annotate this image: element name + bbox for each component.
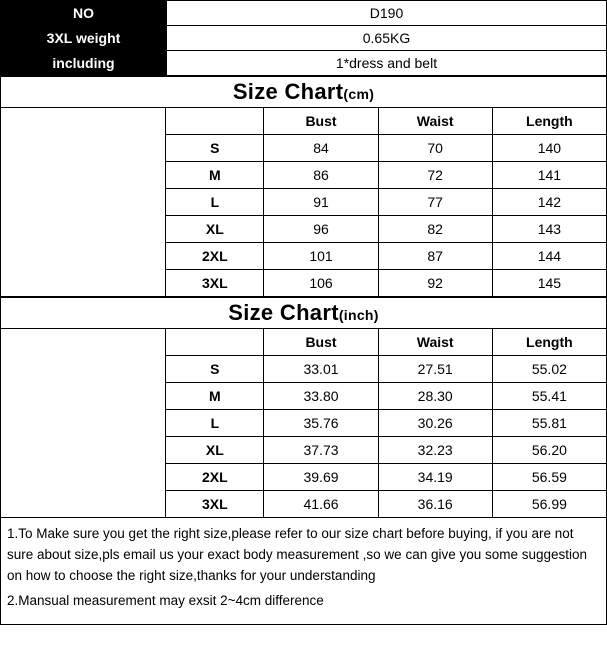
length-value: 143 xyxy=(492,216,606,243)
size-label: M xyxy=(166,383,264,410)
bust-value: 35.76 xyxy=(264,410,378,437)
chart-title-text: Size Chart xyxy=(228,300,339,325)
chart-title-row xyxy=(1,77,607,108)
size-label: 2XL xyxy=(166,464,264,491)
waist-value: 36.16 xyxy=(378,491,492,518)
waist-value: 27.51 xyxy=(378,356,492,383)
length-value: 55.41 xyxy=(492,383,606,410)
waist-value: 30.26 xyxy=(378,410,492,437)
chart-title-row xyxy=(1,298,607,329)
bust-value: 91 xyxy=(264,189,378,216)
product-info-table xyxy=(0,0,607,76)
info-label-no: NO xyxy=(1,1,167,26)
waist-value: 70 xyxy=(378,135,492,162)
waist-value: 28.30 xyxy=(378,383,492,410)
info-value-weight: 0.65KG xyxy=(167,26,607,51)
info-value-including: 1*dress and belt xyxy=(167,51,607,76)
chart-unit-text: (inch) xyxy=(338,307,379,323)
waist-value: 82 xyxy=(378,216,492,243)
model-photo-inch xyxy=(1,329,166,518)
chart-title-inch xyxy=(1,298,607,329)
info-label-weight: 3XL weight xyxy=(1,26,167,51)
table-header-row xyxy=(1,329,607,356)
column-header-length-inch: Length xyxy=(492,329,606,356)
size-label: L xyxy=(166,410,264,437)
column-header-waist-inch: Waist xyxy=(378,329,492,356)
info-value-no: D190 xyxy=(167,1,607,26)
table-row xyxy=(1,51,607,76)
length-value: 141 xyxy=(492,162,606,189)
length-value: 145 xyxy=(492,270,606,297)
size-label: S xyxy=(166,356,264,383)
bust-value: 96 xyxy=(264,216,378,243)
size-label: 2XL xyxy=(166,243,264,270)
column-header-size-cm xyxy=(166,108,264,135)
model-photo-cm xyxy=(1,108,166,297)
length-value: 56.20 xyxy=(492,437,606,464)
length-value: 140 xyxy=(492,135,606,162)
chart-title-cm xyxy=(1,77,607,108)
table-row xyxy=(1,1,607,26)
waist-value: 77 xyxy=(378,189,492,216)
bust-value: 37.73 xyxy=(264,437,378,464)
column-header-bust-cm: Bust xyxy=(264,108,378,135)
size-chart-cm xyxy=(0,76,607,297)
size-chart-inch xyxy=(0,297,607,518)
note-2: 2.Mansual measurement may exsit 2~4cm difference xyxy=(7,592,324,608)
table-row xyxy=(1,26,607,51)
size-label: M xyxy=(166,162,264,189)
size-label: XL xyxy=(166,437,264,464)
waist-value: 72 xyxy=(378,162,492,189)
notes-section xyxy=(0,518,607,625)
waist-value: 32.23 xyxy=(378,437,492,464)
column-header-waist-cm: Waist xyxy=(378,108,492,135)
length-value: 56.99 xyxy=(492,491,606,518)
note-1: 1.To Make sure you get the right size,please refer to our size chart before buying, if you are not sure about size,pls email us your exact body measurement ,so we can give you some suggestion on how to choose the right size,thanks for your understanding xyxy=(7,526,588,583)
size-label: XL xyxy=(166,216,264,243)
bust-value: 41.66 xyxy=(264,491,378,518)
chart-unit-text: (cm) xyxy=(343,86,375,102)
chart-title-text: Size Chart xyxy=(232,79,344,104)
column-header-bust-inch: Bust xyxy=(264,329,378,356)
size-label: 3XL xyxy=(166,270,264,297)
length-value: 142 xyxy=(492,189,606,216)
waist-value: 92 xyxy=(378,270,492,297)
size-label: S xyxy=(166,135,264,162)
bust-value: 39.69 xyxy=(264,464,378,491)
bust-value: 84 xyxy=(264,135,378,162)
bust-value: 33.80 xyxy=(264,383,378,410)
waist-value: 87 xyxy=(378,243,492,270)
info-label-including: including xyxy=(1,51,167,76)
bust-value: 33.01 xyxy=(264,356,378,383)
bust-value: 86 xyxy=(264,162,378,189)
length-value: 55.02 xyxy=(492,356,606,383)
column-header-length-cm: Length xyxy=(492,108,606,135)
length-value: 144 xyxy=(492,243,606,270)
length-value: 55.81 xyxy=(492,410,606,437)
waist-value: 34.19 xyxy=(378,464,492,491)
column-header-size-inch xyxy=(166,329,264,356)
length-value: 56.59 xyxy=(492,464,606,491)
size-label: L xyxy=(166,189,264,216)
table-header-row xyxy=(1,108,607,135)
bust-value: 101 xyxy=(264,243,378,270)
size-label: 3XL xyxy=(166,491,264,518)
bust-value: 106 xyxy=(264,270,378,297)
